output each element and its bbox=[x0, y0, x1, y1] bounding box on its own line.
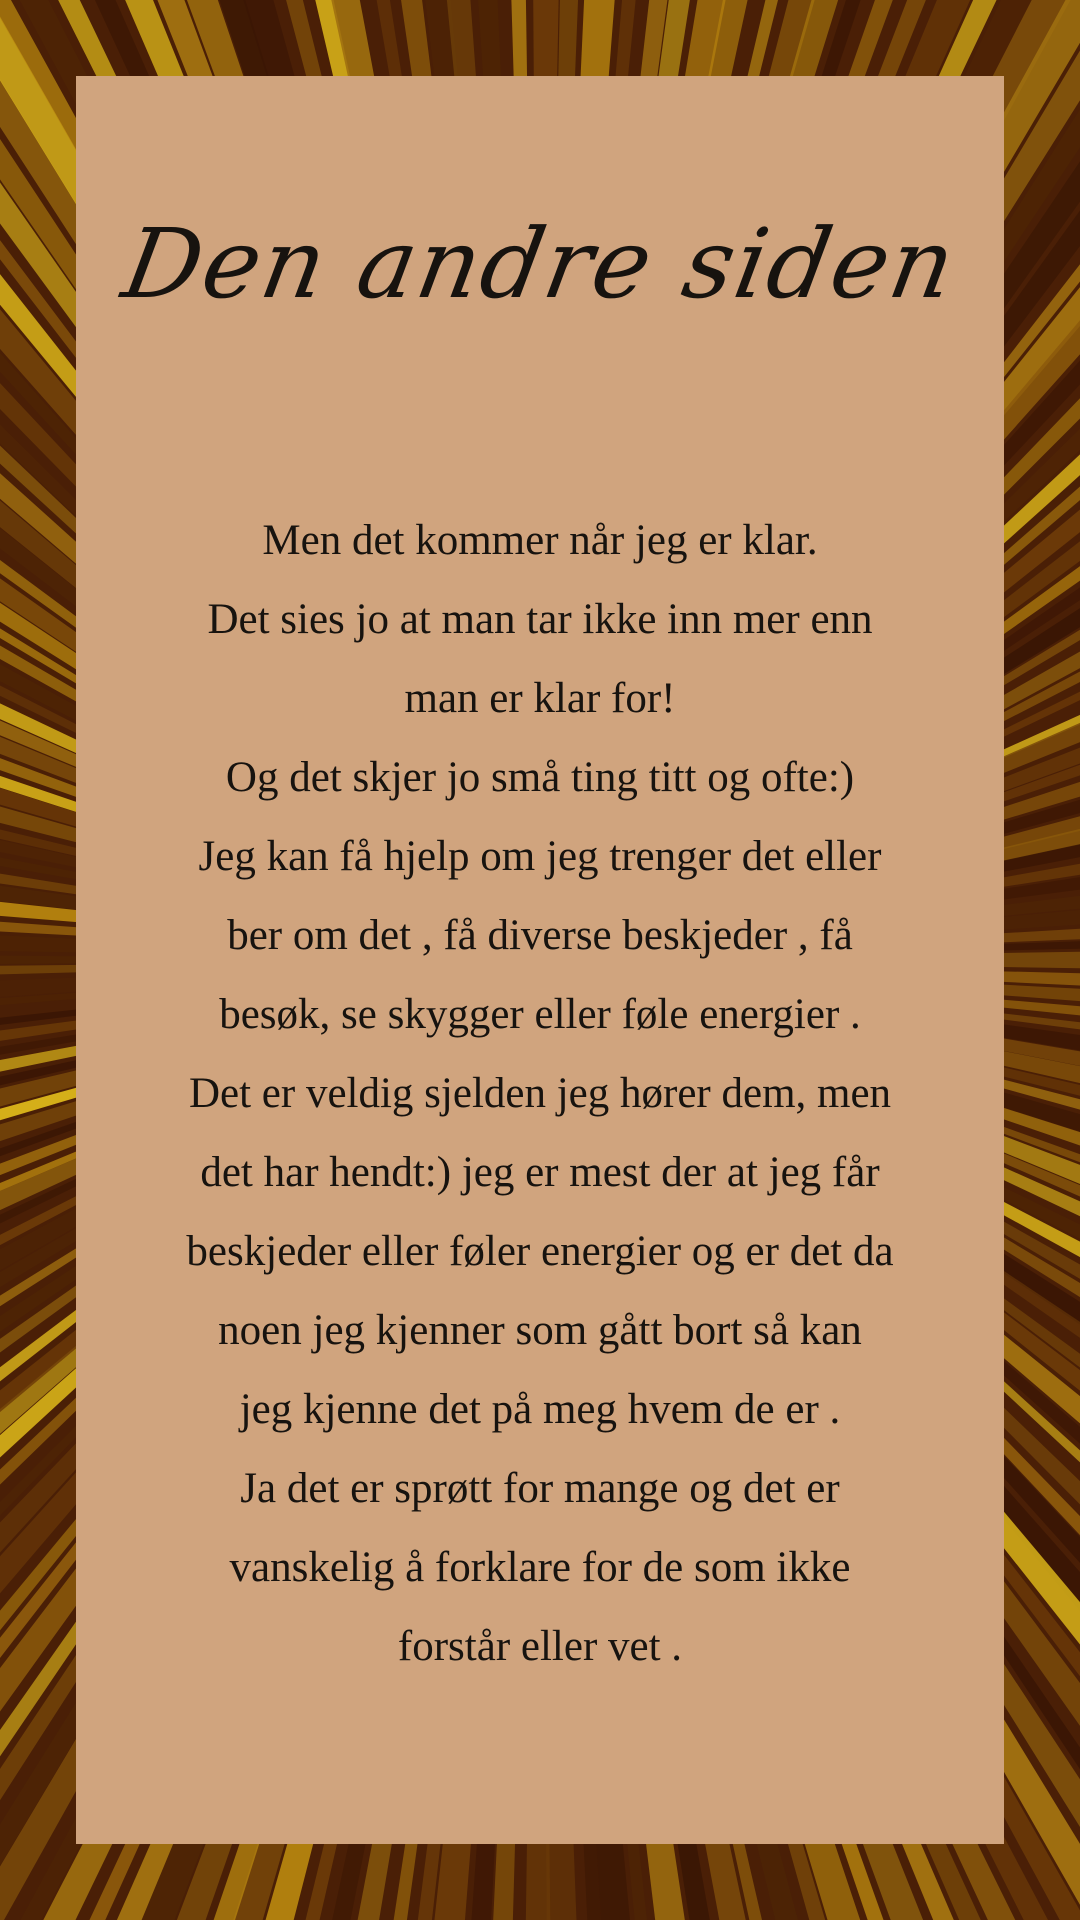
text-card bbox=[76, 76, 1004, 1844]
page-title: Den andre siden bbox=[115, 208, 965, 320]
body-line: Og det skjer jo små ting titt og ofte:) bbox=[225, 754, 855, 801]
body-line: man er klar for! bbox=[404, 675, 676, 722]
body-line: Ja det er sprøtt for mange og det er bbox=[240, 1465, 840, 1512]
body-line: noen jeg kjenner som gått bort så kan bbox=[218, 1307, 862, 1354]
body-line: beskjeder eller føler energier og er det da bbox=[186, 1228, 894, 1275]
body-text bbox=[136, 501, 944, 1686]
body-line: ber om det , få diverse beskjeder , få bbox=[227, 912, 853, 959]
body-line: jeg kjenne det på meg hvem de er . bbox=[239, 1386, 841, 1433]
body-line: vanskelig å forklare for de som ikke bbox=[229, 1544, 851, 1591]
body-line: Det er veldig sjelden jeg hører dem, men bbox=[188, 1070, 892, 1117]
body-line: Men det kommer når jeg er klar. bbox=[262, 517, 818, 564]
body-line: besøk, se skygger eller føle energier . bbox=[219, 991, 861, 1038]
body-line: det har hendt:) jeg er mest der at jeg får bbox=[200, 1149, 880, 1196]
body-line: Jeg kan få hjelp om jeg trenger det eller bbox=[198, 833, 882, 880]
body-line: forstår eller vet . bbox=[397, 1623, 683, 1670]
body-line: Det sies jo at man tar ikke inn mer enn bbox=[207, 596, 873, 643]
